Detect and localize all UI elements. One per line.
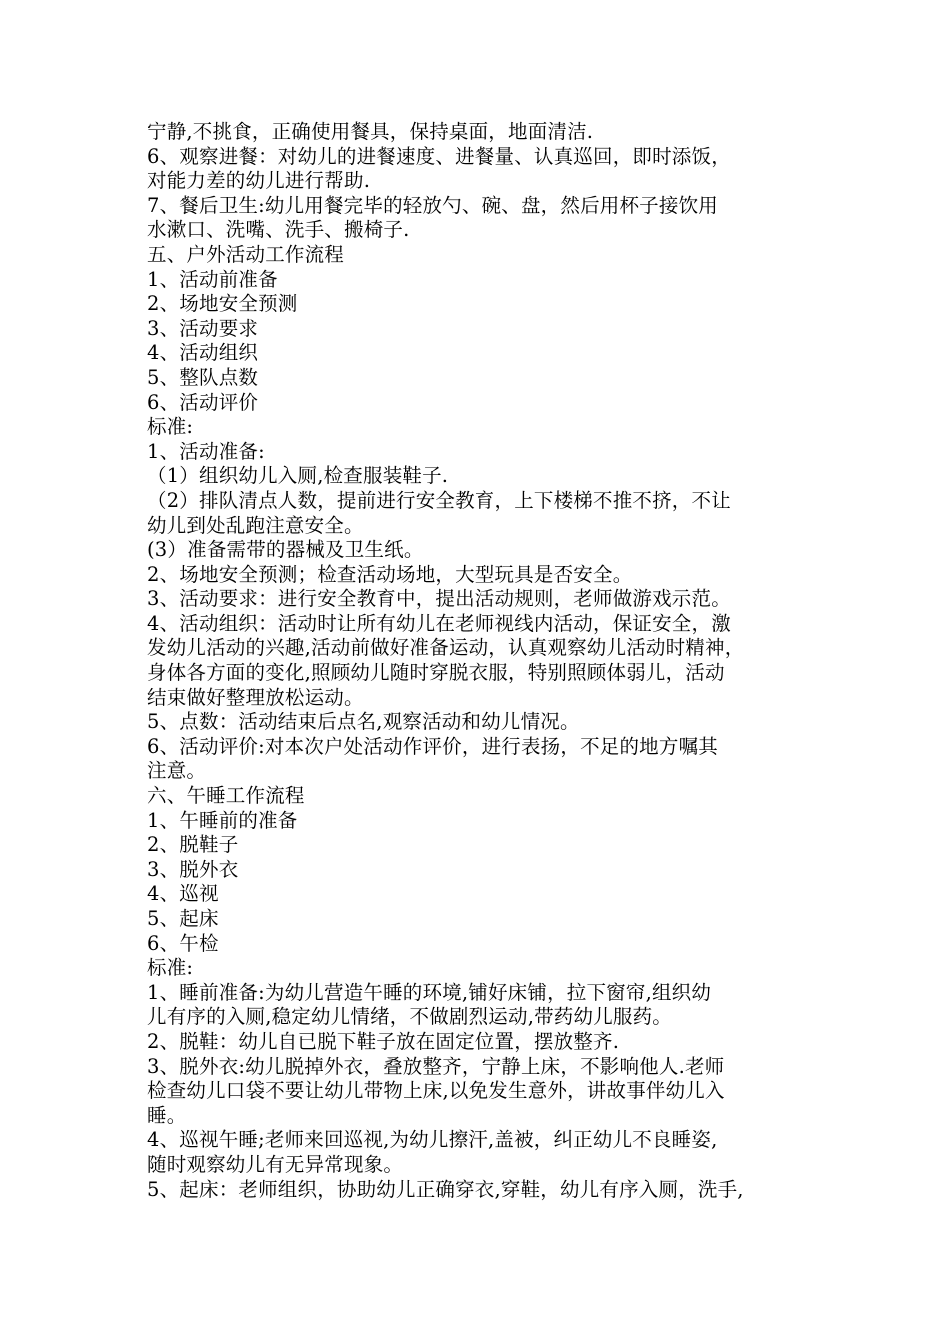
text-line: 2、脱鞋：幼儿自已脱下鞋子放在固定位置，摆放整齐. [147,1029,620,1053]
text-line: 6、观察进餐：对幼儿的进餐速度、进餐量、认真巡回，即时添饭， [147,144,731,168]
text-line: 幼儿到处乱跑注意安全。 [147,513,364,537]
text-line: (3）准备需带的器械及卫生纸。 [147,538,424,562]
text-line: 结束做好整理放松运动。 [147,685,364,709]
text-line: 4、活动组织：活动时让所有幼儿在老师视线内活动，保证安全，激 [147,611,731,635]
text-line: 宁静,不挑食，正确使用餐具，保持桌面，地面清洁. [147,120,594,143]
list-item: 5、整队点数 [147,365,259,389]
text-line: 2、场地安全预测；检查活动场地，大型玩具是否安全。 [147,562,633,586]
text-line: 注意。 [147,759,207,783]
text-line: 1、活动准备: [147,439,265,463]
text-line: 3、活动要求：进行安全教育中，提出活动规则，老师做游戏示范。 [147,587,731,611]
list-item: 6、午检 [147,931,219,955]
text-line: 水漱口、洗嘴、洗手、搬椅子. [147,218,410,242]
list-item: 1、活动前准备 [147,267,278,291]
document-body [147,120,827,1202]
text-line: 1、睡前准备:为幼儿营造午睡的环境,铺好床铺，拉下窗帘,组织幼 [147,980,712,1004]
text-line: 随时观察幼儿有无异常现象。 [147,1152,404,1176]
text-line: 7、餐后卫生:幼儿用餐完毕的轻放勺、碗、盘，然后用杯子接饮用 [147,193,718,217]
text-line: 3、脱外衣:幼儿脱掉外衣，叠放整齐，宁静上床，不影响他人.老师 [147,1054,725,1078]
standard-label: 标准: [147,956,194,980]
text-line: 4、巡视午睡;老师来回巡视,为幼儿擦汗,盖被，纠正幼儿不良睡姿, [147,1128,718,1152]
list-item: 2、脱鞋子 [147,833,239,857]
text-line: 身体各方面的变化,照顾幼儿随时穿脱衣服，特别照顾体弱儿，活动 [147,661,725,685]
section-heading: 五、户外活动工作流程 [147,242,345,266]
list-item: 4、巡视 [147,882,219,906]
text-line: （1）组织幼儿入厕,检查服装鞋子. [147,464,449,488]
list-item: 3、脱外衣 [147,857,239,881]
text-line: 5、起床：老师组织，协助幼儿正确穿衣,穿鞋，幼儿有序入厕，洗手, [147,1177,744,1201]
text-line: 6、活动评价:对本次户处活动作评价，进行表扬，不足的地方嘱其 [147,734,718,758]
list-item: 4、活动组织 [147,341,259,365]
list-item: 5、起床 [147,907,219,930]
text-line: 检查幼儿口袋不要让幼儿带物上床,以免发生意外，讲故事伴幼儿入 [147,1079,725,1103]
text-line: 对能力差的幼儿进行帮助. [147,169,371,193]
section-heading: 六、午睡工作流程 [147,784,305,808]
list-item: 6、活动评价 [147,390,259,414]
list-item: 3、活动要求 [147,316,259,340]
text-line: 儿有序的入厕,稳定幼儿情绪，不做剧烈运动,带药幼儿服药。 [147,1005,672,1029]
text-line: 5、点数：活动结束后点名,观察活动和幼儿情况。 [147,710,580,734]
text-line: 发幼儿活动的兴趣,活动前做好准备运动，认真观察幼儿活动时精神， [147,636,745,660]
text-line: （2）排队清点人数，提前进行安全教育，上下楼梯不推不挤，不让 [147,488,731,512]
standard-label: 标准: [147,415,194,439]
list-item: 1、午睡前的准备 [147,808,298,832]
text-line: 睡。 [147,1103,187,1127]
list-item: 2、场地安全预测 [147,292,298,316]
